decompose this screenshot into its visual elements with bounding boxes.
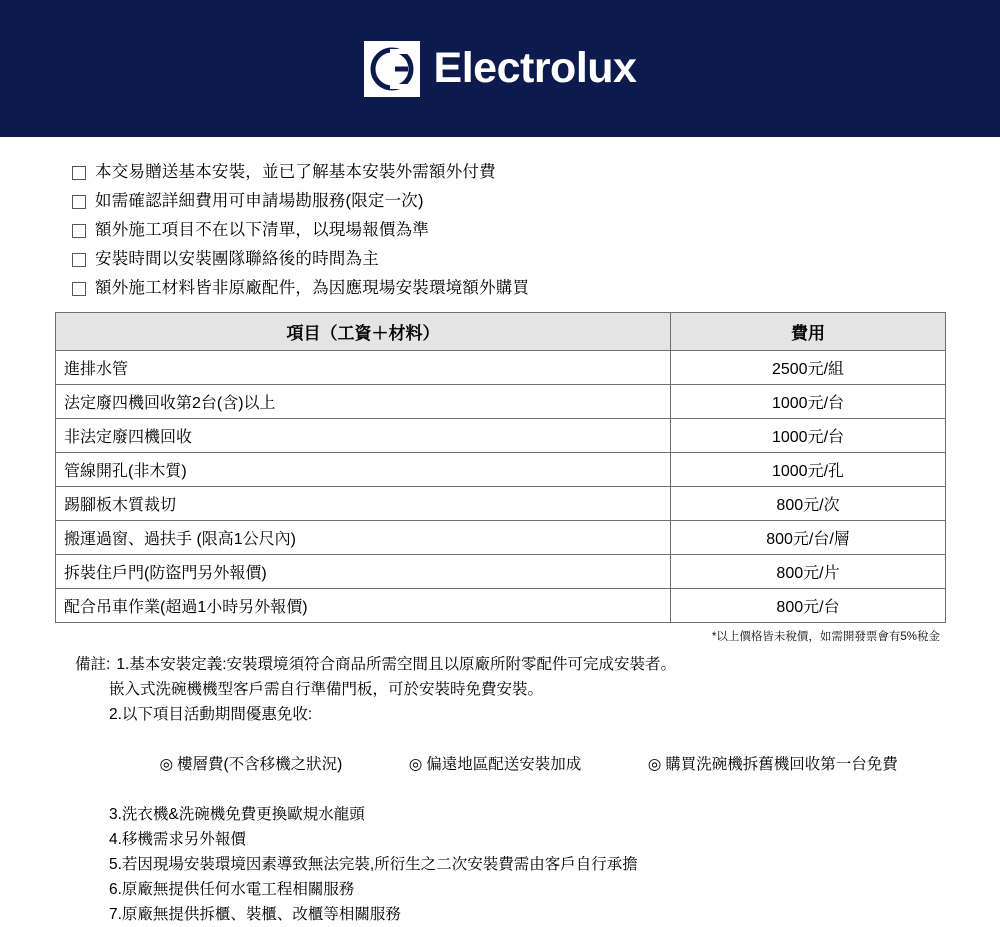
brand-lockup <box>364 41 637 97</box>
checklist-item-label: 安裝時間以安裝團隊聯絡後的時間為主 <box>95 250 379 268</box>
table-row <box>56 521 946 555</box>
cell-price: 800元/台 <box>671 589 946 623</box>
table-row <box>56 385 946 419</box>
notes-first-line <box>75 652 1000 677</box>
cell-price: 800元/次 <box>671 487 946 521</box>
checkbox-icon[interactable] <box>72 195 86 209</box>
cell-item: 非法定廢四機回收 <box>56 419 671 453</box>
checklist-item[interactable] <box>72 219 1000 241</box>
table-row <box>56 351 946 385</box>
table-header-row <box>56 313 946 351</box>
promotion-item <box>125 727 342 802</box>
table-row <box>56 487 946 521</box>
table-row <box>56 453 946 487</box>
cell-item: 法定廢四機回收第2台(含)以上 <box>56 385 671 419</box>
cell-item: 進排水管 <box>56 351 671 385</box>
promotion-row <box>75 727 1000 802</box>
cell-item: 拆裝住戶門(防盜門另外報價) <box>56 555 671 589</box>
fee-table <box>55 312 946 623</box>
checkbox-icon[interactable] <box>72 253 86 267</box>
promotion-label: 樓層費(不含移機之狀況) <box>176 756 343 773</box>
checklist-item[interactable] <box>72 277 1000 299</box>
brand-name: Electrolux <box>433 44 637 92</box>
checklist <box>72 161 1000 299</box>
note-line: 1.基本安裝定義:安裝環境須符合商品所需空間且以原廠所附零配件可完成安裝者。 <box>116 656 677 673</box>
checklist-item-label: 額外施工材料皆非原廠配件，為因應現場安裝環境額外購買 <box>95 279 530 297</box>
circle-bullet-icon: ◎ <box>159 756 173 773</box>
checklist-item-label: 額外施工項目不在以下清單，以現場報價為準 <box>95 221 429 239</box>
cell-price: 1000元/孔 <box>671 453 946 487</box>
circle-bullet-icon: ◎ <box>408 756 423 773</box>
note-line: 4.移機需求另外報價 <box>109 831 246 848</box>
checklist-item-label: 本交易贈送基本安裝，並已了解基本安裝外需額外付費 <box>95 163 496 181</box>
cell-item: 搬運過窗、過扶手 (限高1公尺內) <box>56 521 671 555</box>
tax-note: *以上價格皆未稅價，如需開發票會有5%稅金 <box>711 631 940 643</box>
table-row <box>56 555 946 589</box>
checkbox-icon[interactable] <box>72 224 86 238</box>
promotion-label: 購買洗碗機拆舊機回收第一台免費 <box>665 756 898 773</box>
cell-price: 800元/片 <box>671 555 946 589</box>
electrolux-logo-icon <box>364 41 420 97</box>
checkbox-icon[interactable] <box>72 166 86 180</box>
notes-section <box>75 652 1000 927</box>
cell-item: 踢腳板木質裁切 <box>56 487 671 521</box>
cell-price: 800元/台/層 <box>671 521 946 555</box>
notes-label: 備註: <box>75 656 111 673</box>
promotion-label: 偏遠地區配送安裝加成 <box>426 756 582 773</box>
promotion-item <box>613 727 898 802</box>
checklist-item-label: 如需確認詳細費用可申請場勘服務(限定一次) <box>95 192 424 210</box>
brand-header <box>0 0 1000 137</box>
cell-price: 2500元/組 <box>671 351 946 385</box>
checklist-item[interactable] <box>72 248 1000 270</box>
note-line: 3.洗衣機&洗碗機免費更換歐規水龍頭 <box>109 806 365 823</box>
note-line: 2.以下項目活動期間優惠免收: <box>109 706 313 723</box>
promotion-item <box>374 727 581 802</box>
column-header-price: 費用 <box>671 313 946 351</box>
note-line: 嵌入式洗碗機機型客戶需自行準備門板，可於安裝時免費安裝。 <box>109 681 544 698</box>
cell-item: 管線開孔(非木質) <box>56 453 671 487</box>
circle-bullet-icon: ◎ <box>647 756 662 773</box>
note-line: 6.原廠無提供任何水電工程相關服務 <box>109 881 355 898</box>
table-row <box>56 589 946 623</box>
note-line: 7.原廠無提供拆櫃、裝櫃、改櫃等相關服務 <box>109 906 401 923</box>
cell-price: 1000元/台 <box>671 419 946 453</box>
cell-item: 配合吊車作業(超過1小時另外報價) <box>56 589 671 623</box>
checkbox-icon[interactable] <box>72 282 86 296</box>
column-header-item: 項目（工資＋材料） <box>56 313 671 351</box>
note-line: 5.若因現場安裝環境因素導致無法完裝,所衍生之二次安裝費需由客戶自行承擔 <box>109 856 638 873</box>
cell-price: 1000元/台 <box>671 385 946 419</box>
checklist-item[interactable] <box>72 161 1000 183</box>
checklist-item[interactable] <box>72 190 1000 212</box>
table-row <box>56 419 946 453</box>
